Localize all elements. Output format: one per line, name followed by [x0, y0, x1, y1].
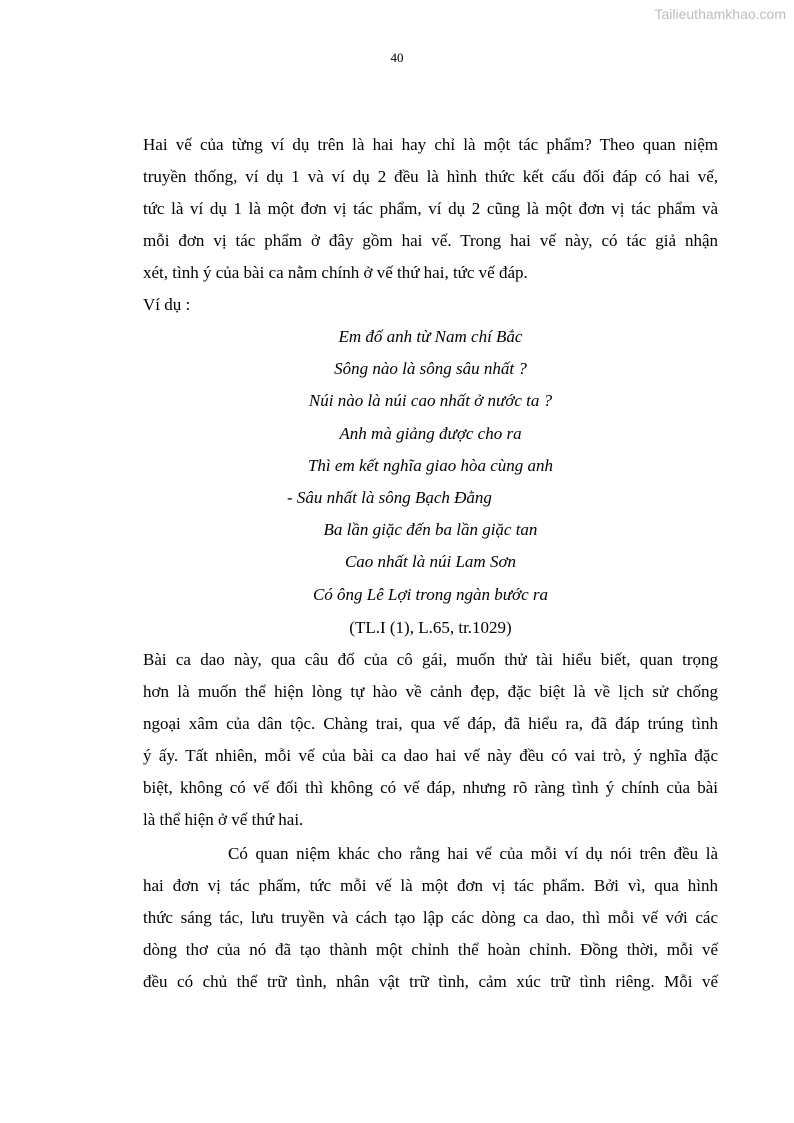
- verse-line: Cao nhất là núi Lam Sơn: [344, 552, 517, 572]
- page-number: 40: [390, 50, 404, 65]
- citation: (TL.I (1), L.65, tr.1029): [349, 618, 512, 637]
- verse-line: Có ông Lê Lợi trong ngàn bước ra: [312, 584, 549, 604]
- paragraph-1: [143, 129, 718, 321]
- verse-line: Núi nào là núi cao nhất ở nước ta ?: [308, 391, 553, 411]
- text-line: là thể hiện ở vế thứ hai.: [143, 810, 304, 829]
- verse-line: Thì em kết nghĩa giao hòa cùng anh: [307, 455, 554, 475]
- verse-line: Sông nào là sông sâu nhất ?: [334, 359, 527, 379]
- text-line: hơn là muốn thể hiện lòng tự hào về cảnh đẹp, đặc biệt là về lịch sử chống: [143, 682, 718, 701]
- watermark: Tailieuthamkhao.com: [654, 6, 786, 22]
- text-line: ngoại xâm của dân tộc. Chàng trai, qua vế đáp, đã hiểu ra, đã đáp trúng tình: [143, 714, 718, 733]
- text-line: tức là ví dụ 1 là một đơn vị tác phẩm, ví dụ 2 cũng là một đơn vị tác phẩm và: [143, 199, 718, 218]
- text-line: hai đơn vị tác phẩm, tức mỗi vế là một đơn vị tác phẩm. Bởi vì, qua hình: [143, 876, 718, 895]
- text-line: Bài ca dao này, qua câu đố của cô gái, muốn thử tài hiểu biết, quan trọng: [143, 650, 718, 669]
- paragraph-2: [143, 644, 718, 836]
- text-line: dòng thơ của nó đã tạo thành một chỉnh thể hoàn chỉnh. Đồng thời, mỗi vế: [143, 940, 718, 959]
- verse-line: Anh mà giảng được cho ra: [339, 423, 522, 443]
- text-line: ý ấy. Tất nhiên, mỗi vế của bài ca dao hai vế này đều có vai trò, ý nghĩa đặc: [143, 746, 718, 765]
- folk-verse: [143, 321, 718, 611]
- verse-line: Em đố anh từ Nam chí Bắc: [338, 327, 523, 346]
- text-line: xét, tình ý của bài ca nằm chính ở vế thứ hai, tức vế đáp.: [143, 263, 528, 282]
- text-line: thức sáng tác, lưu truyền và cách tạo lập các dòng ca dao, thì mỗi vế với các: [143, 908, 718, 927]
- verse-line: - Sâu nhất là sông Bạch Đằng: [287, 487, 492, 507]
- text-line: biệt, không có vế đối thì không có vế đáp, nhưng rõ ràng tình ý chính của bài: [143, 778, 718, 797]
- text-line: mỗi đơn vị tác phẩm ở đây gồm hai vế. Trong hai vế này, có tác giả nhận: [143, 231, 718, 250]
- example-label: Ví dụ :: [143, 295, 191, 314]
- text-line: Có quan niệm khác cho rằng hai vế của mỗi ví dụ nói trên đều là: [228, 844, 718, 863]
- text-line: đều có chủ thể trữ tình, nhân vật trữ tình, cảm xúc trữ tình riêng. Mỗi vế: [143, 972, 718, 991]
- text-line: Hai vế của từng ví dụ trên là hai hay chỉ là một tác phẩm? Theo quan niệm: [143, 135, 718, 154]
- paragraph-3: [143, 838, 718, 998]
- verse-line: Ba lần giặc đến ba lần giặc tan: [323, 520, 538, 540]
- text-line: truyền thống, ví dụ 1 và ví dụ 2 đều là hình thức kết cấu đối đáp có hai vế,: [143, 167, 718, 186]
